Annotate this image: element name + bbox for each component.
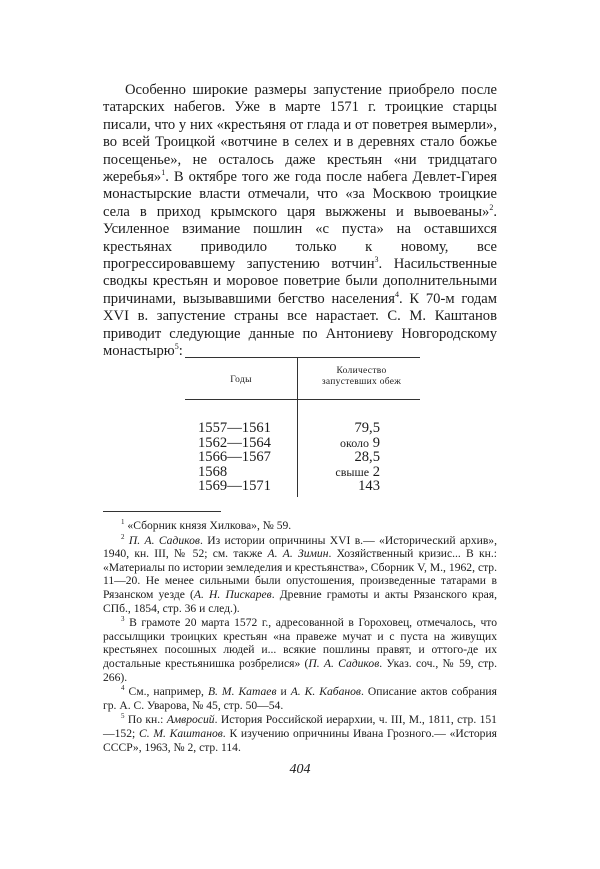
paragraph-text: . Усиленное взимание пошлин «с пуста» на оставшихся крестьянах приводило только к новому, все прогрессировавшему запустению вотчин (103, 203, 497, 273)
table-cell-value (303, 479, 380, 494)
footnote-text: . Хозяйственный кризис... В кн.: «Материалы по истории земледелия и крестьянства», Сборник V, М., 1962, стр. 11—20. Не менее сильными были опустошения, произведенные татарами в Рязанском уезде ( (103, 547, 497, 601)
footnote-1 (103, 519, 497, 533)
footnote-text: . Из истории опричнины XVI в.— «Исторический архив», 1940, кн. III, № 52; см. также (103, 533, 497, 561)
footnote-4 (103, 685, 497, 712)
author-name: Амвросий (166, 713, 215, 727)
value-number: 9 (372, 434, 380, 451)
table-cell-value (303, 421, 380, 436)
footnote-number: 1 (121, 518, 125, 527)
table-cell-value (303, 450, 380, 465)
value-number: 28,5 (354, 449, 380, 465)
table-cell-year: 1562—1564 (198, 434, 271, 451)
data-table (185, 357, 420, 497)
footnote-number: 2 (121, 532, 125, 541)
table-top-rule (185, 357, 420, 358)
author-name: П. А. Садиков (128, 533, 200, 547)
author-name: А. А. Зимин (267, 547, 329, 561)
paragraph-text: : (178, 343, 183, 360)
column-header-quantity (303, 366, 420, 388)
table-cell-year: 1566—1567 (198, 449, 271, 465)
value-number: 79,5 (354, 420, 380, 436)
footnote-3 (103, 616, 497, 684)
footnote-text: В грамоте 20 марта 1572 г., адресованной в Гороховец, отмечалось, что рассылщики троицких крестьян «на правеже мучат и с пуста на живущих крестьянех посошных людей и... всякие пошлины правят, и оттого-де их достальные крестьянишка розбрелися» ( (103, 616, 497, 670)
main-paragraph (103, 82, 497, 361)
footnote-2 (103, 534, 497, 616)
footnote-separator (103, 511, 221, 512)
value-number: 143 (358, 478, 380, 494)
value-prefix: около (339, 435, 370, 450)
value-number: 2 (372, 463, 380, 480)
footnote-text: «Сборник князя Хилкова», № 59. (127, 519, 292, 532)
author-name: В. М. Катаев (207, 685, 277, 699)
table-header-rule (185, 399, 420, 400)
paragraph-text: . В октябре того же года после набега Девлет-Гирея монастырские власти отмечали, что «за Москвою троицкие села в приход крымского царя выжжены и вывоеваны» (103, 169, 497, 220)
footnote-text: . Указ. соч., № 59, стр. 266). (103, 656, 497, 684)
column-header-line: Количество (336, 366, 387, 376)
footnote-text: По кн.: (127, 713, 167, 727)
author-name: П. А. Садиков (308, 656, 380, 670)
footnote-ref: 4 (394, 290, 399, 300)
footnote-text: . История Российской иерархии, ч. III, М., 1811, стр. 151—152; (103, 713, 497, 740)
footnote-text: . К изучению опричнины Ивана Грозного.— «История СССР», 1963, № 2, стр. 114. (103, 726, 497, 754)
column-header-line: запустевших обеж (321, 377, 402, 387)
footnote-ref: 3 (374, 255, 379, 265)
footnote-number: 3 (121, 615, 125, 624)
footnote-number: 4 (121, 684, 125, 693)
footnote-5 (103, 713, 497, 754)
footnote-number: 5 (121, 712, 125, 721)
footnote-text: и (276, 685, 291, 699)
years-column (198, 421, 271, 494)
table-cell-year: 1569—1571 (198, 478, 271, 494)
paragraph-text: . К 70-м годам XVI в. запустение страны все нарастает. С. М. Каштанов приводит следующие данные по Антониеву Новгородскому монастырю (103, 290, 497, 360)
footnotes (103, 519, 497, 754)
table-cell-year: 1557—1561 (198, 420, 271, 436)
paragraph-text: Особенно широкие размеры запустение приобрело после татарских набегов. Уже в марте 1571 г. троицкие старцы писали, что у них «крестьяня от глада и от поветрея вымерли», во всей Троицкой «вотчине в селех и в деревнях стало божье посещенье», не осталось даже крестьян «ни тридцатаго жеребья» (103, 82, 497, 186)
author-name: А. Н. Пискарев (193, 587, 272, 601)
table-cell-value (303, 465, 380, 480)
footnote-ref: 5 (174, 342, 179, 352)
table-cell-year: 1568 (198, 463, 228, 480)
footnote-text: . Описание актов собрания гр. А. С. Уварова, № 45, стр. 50—54. (103, 685, 497, 712)
table-cell-value (303, 436, 380, 451)
paragraph-text: . Насильственные сводкы крестьян и моровое поветрие были дополнительными причинами, вызывавшими бегство населения (103, 256, 497, 307)
page-number: 404 (289, 762, 311, 777)
footnote-text: . Древние грамоты и акты Рязанского края, СПб., 1854, стр. 36 и след.). (103, 587, 497, 615)
author-name: А. К. Кабанов (290, 685, 361, 699)
paragraph (103, 82, 497, 361)
values-column (303, 421, 380, 494)
column-header-years: Годы (230, 375, 252, 385)
footnote-ref: 1 (161, 168, 166, 178)
author-name: С. М. Каштанов (138, 726, 223, 740)
value-prefix: свыше (335, 464, 370, 479)
footnote-ref: 2 (489, 202, 494, 212)
footnote-text: См., например, (128, 685, 208, 699)
table-column-divider (297, 357, 298, 497)
